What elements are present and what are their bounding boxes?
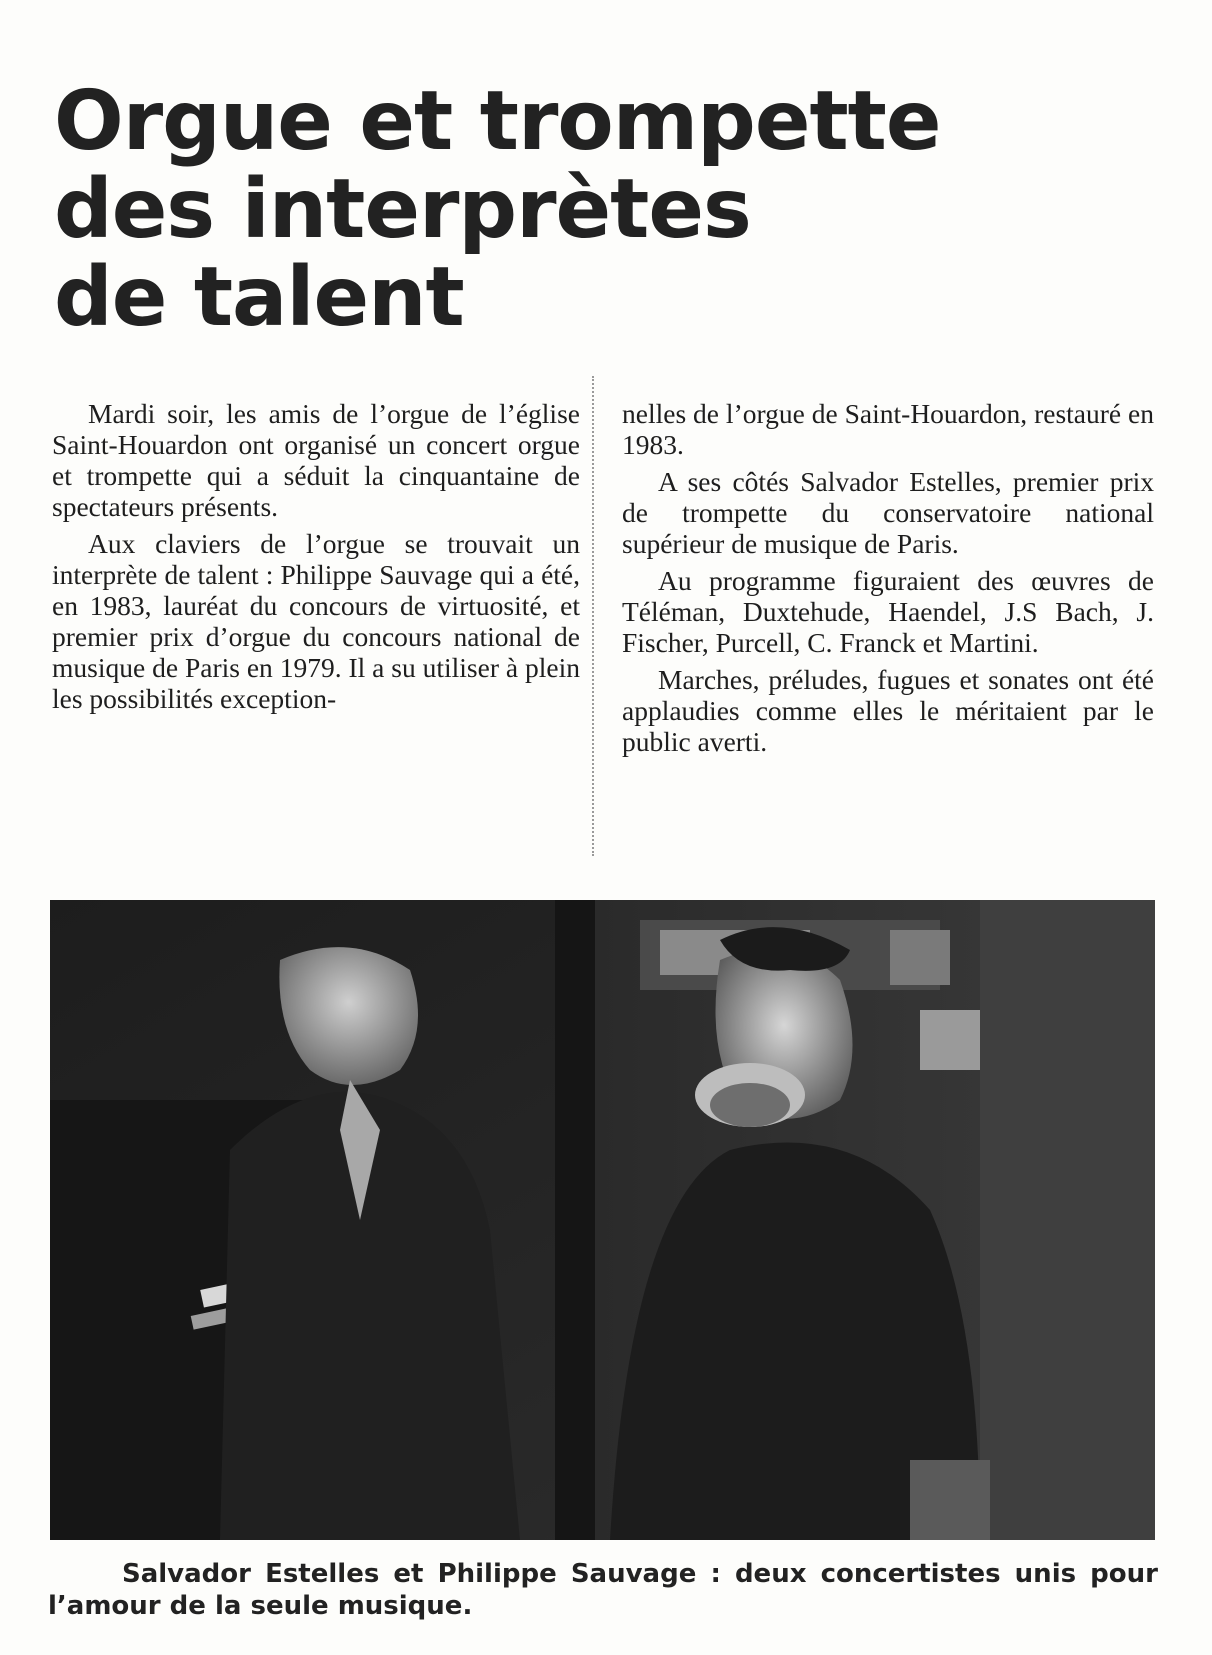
column-divider xyxy=(592,376,594,856)
article-paragraph: Au programme figuraient des œuvres de Téléman, Duxtehude, Haendel, J.S Bach, J. Fischer, Purcell, C. Franck et Martini. xyxy=(622,565,1154,658)
article-paragraph: nelles de l’orgue de Saint-Houardon, restauré en 1983. xyxy=(622,398,1154,460)
concert-photo xyxy=(50,900,1155,1540)
article-paragraph: Mardi soir, les amis de l’orgue de l’église Saint-Houardon ont organisé un concert orgue et trompette qui a séduit la cinquantaine de spectateurs présents. xyxy=(52,398,580,522)
headline-line-2: des interprètes xyxy=(54,162,751,257)
article-column-right xyxy=(622,398,1154,763)
caption-text: Salvador Estelles et Philippe Sauvage : deux concertistes unis pour l’amour de la seule musique. xyxy=(48,1559,1158,1621)
headline xyxy=(54,74,1054,345)
article-paragraph: Marches, préludes, fugues et sonates ont été applaudies comme elles le méritaient par le public averti. xyxy=(622,664,1154,757)
headline-line-1: Orgue et trompette xyxy=(54,74,941,169)
headline-line-3: de talent xyxy=(54,250,464,345)
photo-caption xyxy=(48,1558,1158,1622)
article-paragraph: A ses côtés Salvador Estelles, premier prix de trompette du conservatoire national supérieur de musique de Paris. xyxy=(622,466,1154,559)
article-paragraph: Aux claviers de l’orgue se trouvait un interprète de talent : Philippe Sauvage qui a été, en 1983, lauréat du concours de virtuosité, et premier prix d’orgue du concours national de musique de Paris en 1979. Il a su utiliser à plein les possibilités exception- xyxy=(52,528,580,714)
photo-illustration xyxy=(50,900,1155,1540)
article-column-left xyxy=(52,398,580,720)
